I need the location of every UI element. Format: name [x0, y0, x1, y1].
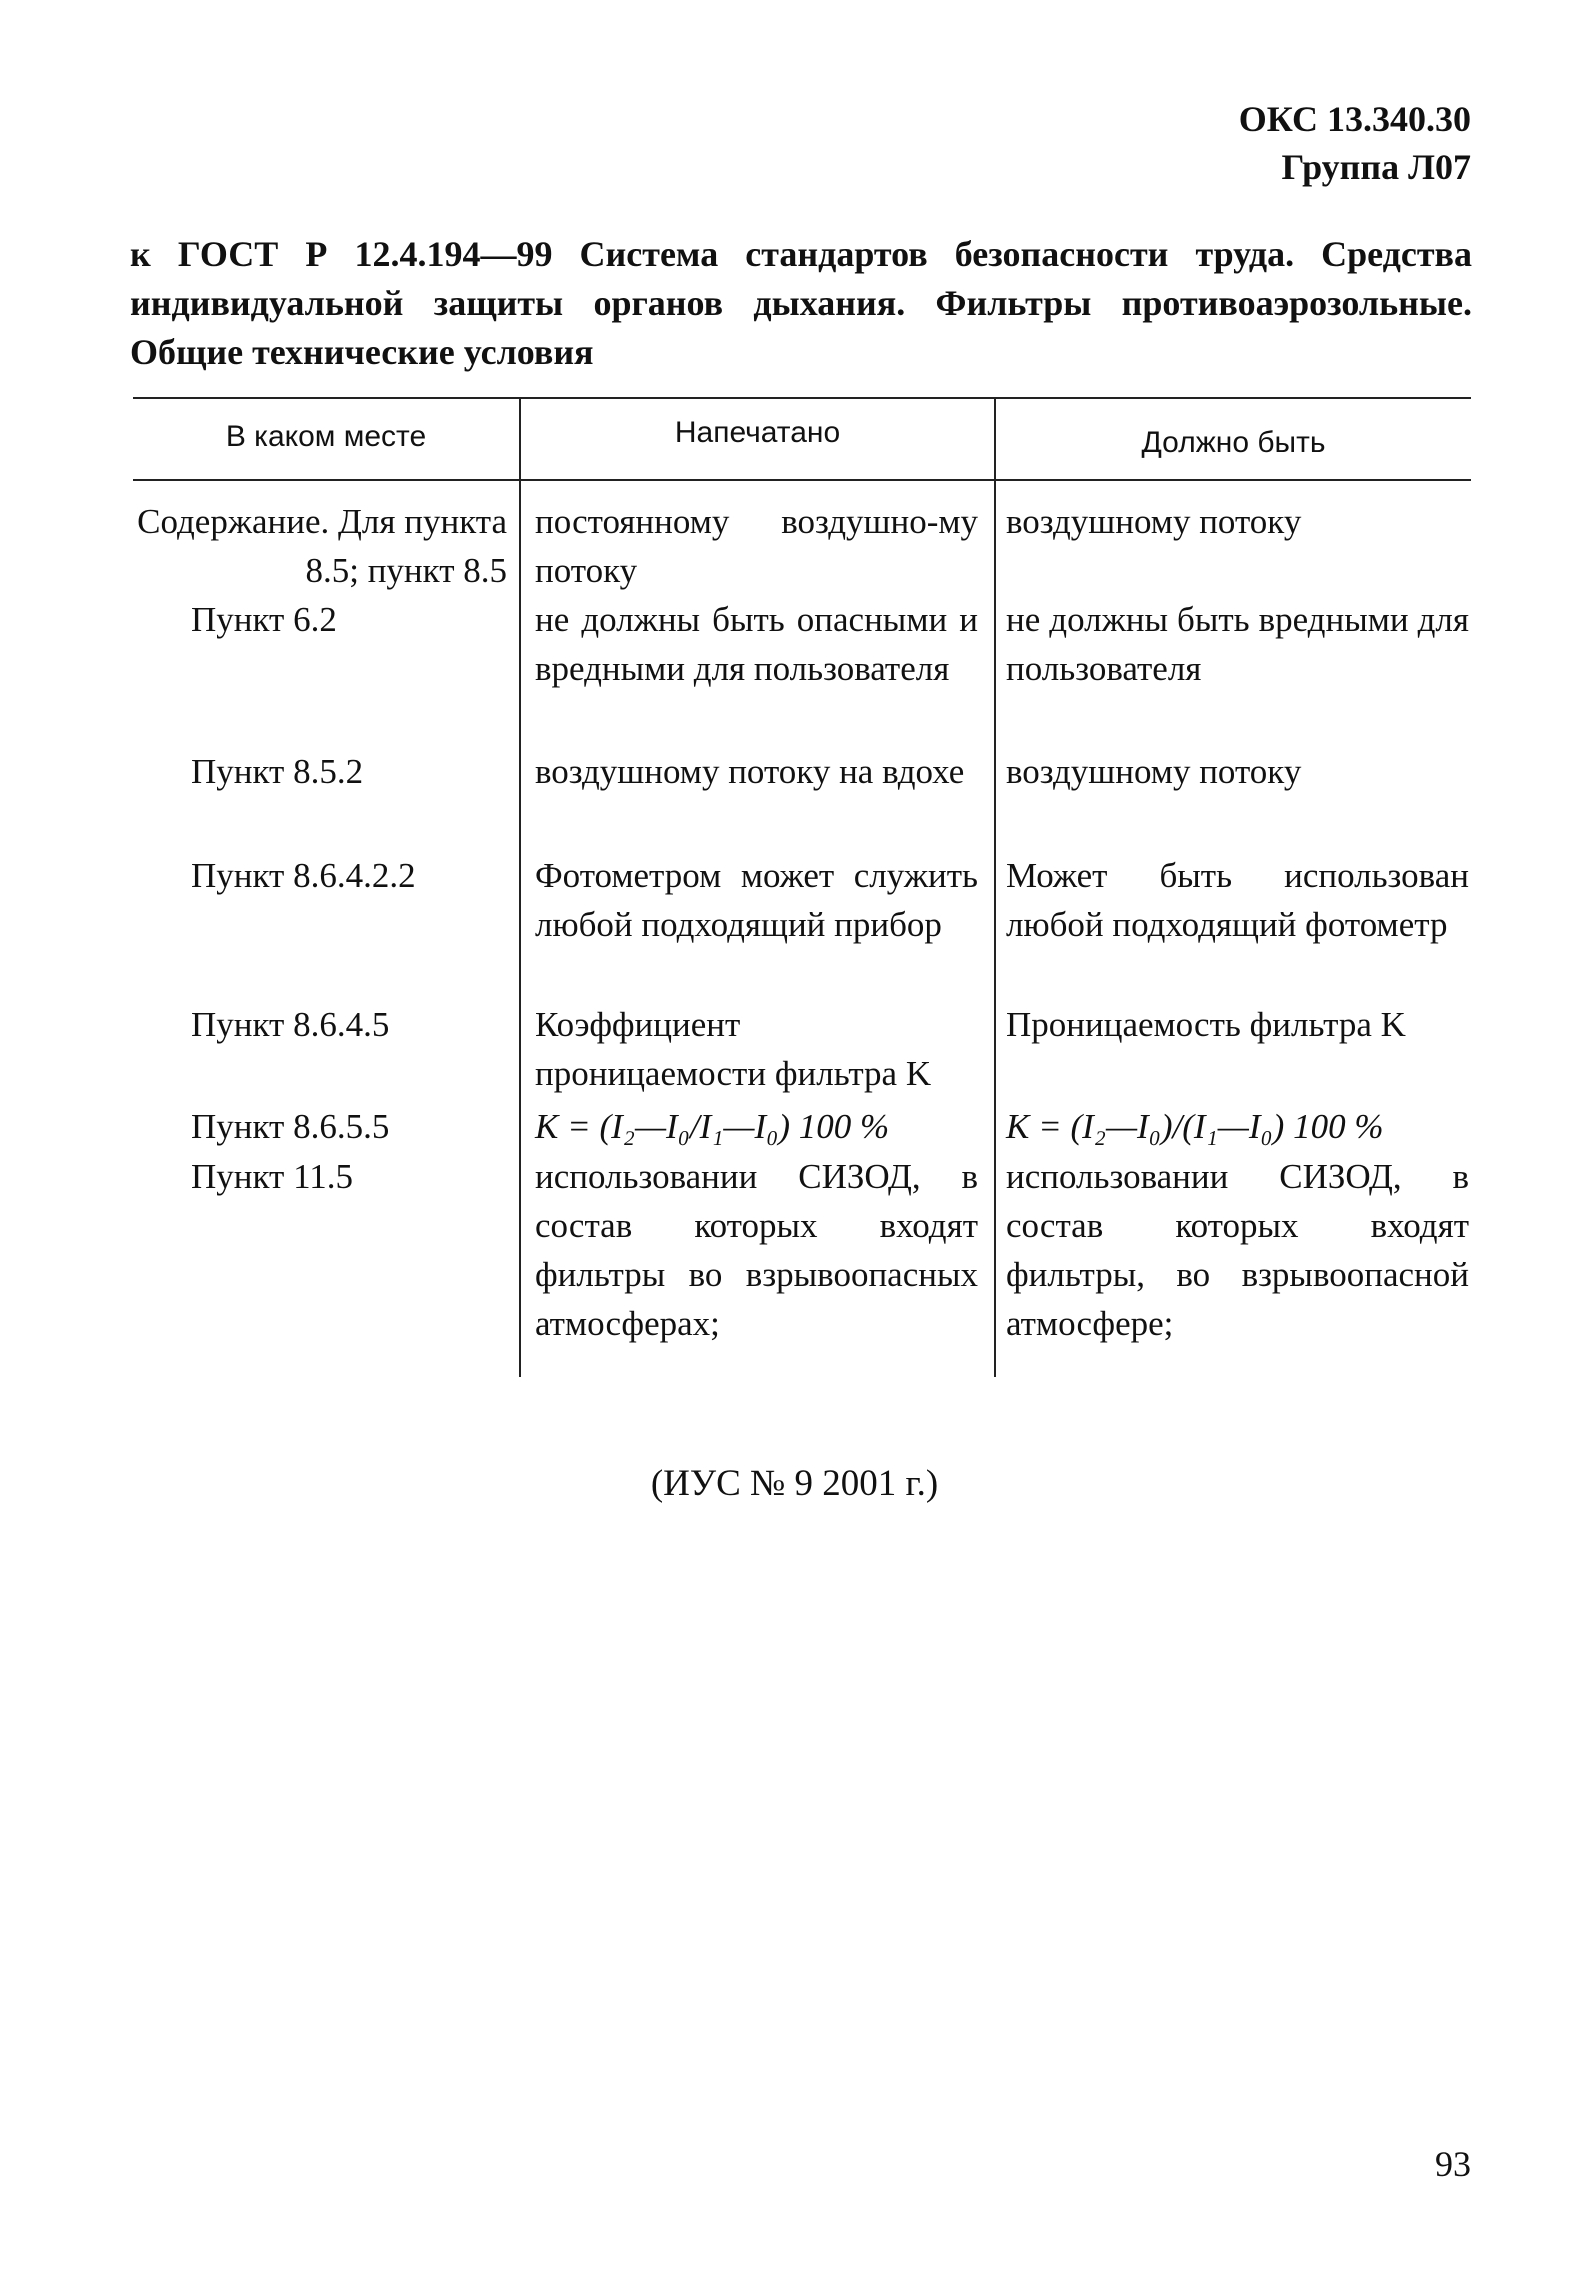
table-row: [133, 747, 1471, 851]
cell-place: Пункт 8.6.4.5: [191, 1005, 390, 1044]
cell-should: Проницаемость фильтра K: [1006, 1005, 1406, 1044]
cell-printed: Коэффициент проницаемости фильтра K: [535, 1005, 932, 1093]
cell-place: Пункт 8.5.2: [191, 752, 364, 791]
cell-place: Содержание. Для пункта 8.5; пункт 8.5: [137, 502, 507, 590]
table-row: [133, 595, 1471, 747]
amendment-reference: (ИУС № 9 2001 г.): [650, 1463, 939, 1504]
cell-place: Пункт 11.5: [191, 1157, 354, 1196]
cell-should: воздушному потоку: [1006, 502, 1302, 541]
cell-should: K = (I₂—I₀)/(I₁—I₀) 100 %: [1006, 1107, 1384, 1146]
cell-printed: K = (I₂—I₀/I₁—I₀) 100 %: [535, 1107, 890, 1146]
cell-should: использовании СИЗОД, в состав которых входят фильтры, во взрывоопасной атмосфере;: [1006, 1157, 1469, 1343]
table-body: [133, 497, 1471, 1352]
cell-printed: воздушному потоку на вдохе: [535, 752, 965, 791]
document-title: к ГОСТ Р 12.4.194—99 Система стандартов безопасности труда. Средства индивидуальной защиты органов дыхания. Фильтры противоаэрозольные. Общие технические условия: [130, 234, 1472, 372]
group-code: Группа Л07: [1281, 147, 1471, 187]
table-row: [133, 1152, 1471, 1352]
table-top-rule: [133, 397, 1471, 399]
cell-should: не должны быть вредными для пользователя: [1006, 600, 1469, 688]
cell-printed: не должны быть опасными и вредными для пользователя: [535, 600, 978, 688]
table-row: [133, 497, 1471, 595]
cell-place: Пункт 8.6.4.2.2: [191, 856, 416, 895]
table-row: [133, 851, 1471, 1000]
column-header-should: Должно быть: [1141, 426, 1326, 459]
table-header-rule: [133, 479, 1471, 481]
cell-place: Пункт 8.6.5.5: [191, 1107, 390, 1146]
cell-should: воздушному потоку: [1006, 752, 1302, 791]
column-header-place: В каком месте: [225, 420, 427, 453]
cell-printed: постоянному воздушно-му потоку: [535, 502, 978, 590]
column-header-printed: Напечатано: [674, 416, 841, 449]
cell-place: Пункт 6.2: [191, 600, 337, 639]
cell-printed: использовании СИЗОД, в состав которых входят фильтры во взрывоопасных атмосферах;: [535, 1157, 978, 1343]
classification-block: [1239, 95, 1471, 191]
page-number: 93: [1435, 2144, 1471, 2184]
table-row: [133, 1000, 1471, 1102]
cell-printed: Фотометром может служить любой подходящий прибор: [535, 856, 978, 944]
table-row: [133, 1102, 1471, 1152]
oks-code: ОКС 13.340.30: [1238, 99, 1471, 139]
cell-should: Может быть использован любой подходящий фотометр: [1006, 856, 1469, 944]
